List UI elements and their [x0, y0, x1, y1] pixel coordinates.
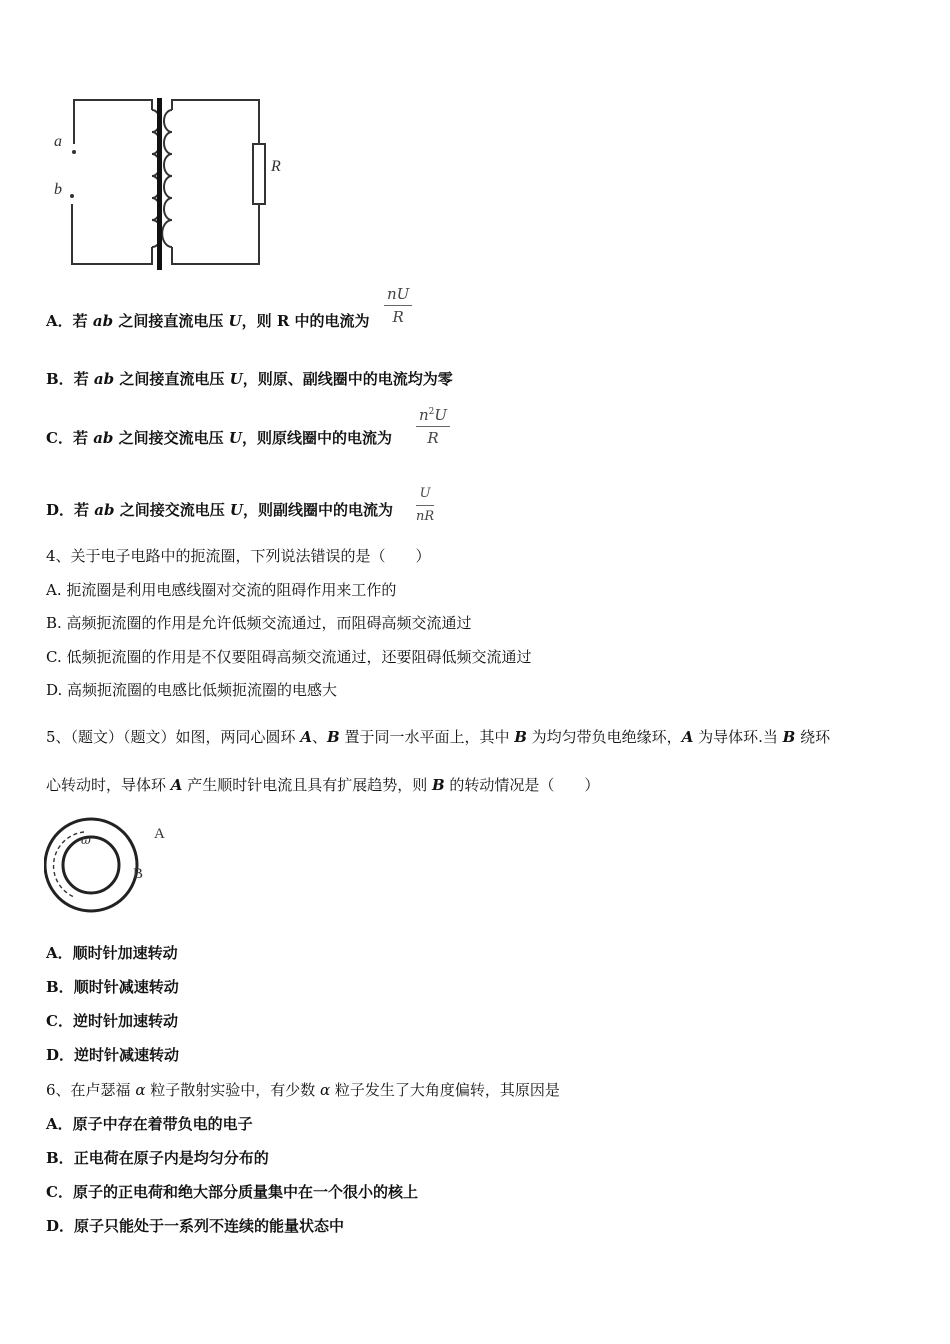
ring-A	[45, 819, 137, 911]
iron-core	[157, 98, 162, 270]
q3-option-a: A．若 ab 之间接直流电压 U，则 R 中的电流为	[46, 312, 370, 330]
q6-option-c: C．原子的正电荷和绝大部分质量集中在一个很小的核上	[46, 1183, 418, 1201]
q3-option-a-fraction: $\frac{nU}{R}$	[384, 285, 412, 326]
resistor	[253, 144, 265, 204]
q4-option-c: C. 低频扼流圈的作用是不仅要阻碍高频交流通过，还要阻碍低频交流通过	[46, 648, 532, 666]
q3-option-d-fraction: $\frac{U}{nR}$	[416, 486, 435, 524]
q4-option-a: A. 扼流圈是利用电感线圈对交流的阻碍作用来工作的	[46, 581, 397, 599]
rotation-arrow	[54, 832, 84, 897]
q4-option-b: B. 高频扼流圈的作用是允许低频交流通过，而阻碍高频交流通过	[46, 614, 472, 632]
ring-A-label: A	[154, 826, 165, 842]
label-b: b	[54, 181, 62, 198]
ring-B-label: B	[133, 866, 144, 882]
label-R: R	[271, 158, 281, 175]
q6-option-b: B．正电荷在原子内是均匀分布的	[46, 1149, 269, 1167]
transformer-circuit-figure	[44, 92, 294, 277]
q6-stem: 6、在卢瑟福 α 粒子散射实验中，有少数 α 粒子发生了大角度偏转，其原因是	[46, 1081, 560, 1099]
q3-option-c: C．若 ab 之间接交流电压 U，则原线圈中的电流为	[46, 429, 392, 447]
secondary-bottom-wire	[172, 204, 259, 264]
q5-stem-line-1: 5、（题文）（题文）如图，两同心圆环 A、B 置于同一水平面上，其中 B 为均匀带负电绝缘环，A 为导体环.当 B 绕环	[46, 728, 831, 746]
q5-option-b: B．顺时针减速转动	[46, 978, 179, 996]
q3-option-d: D．若 ab 之间接交流电压 U，则副线圈中的电流为	[46, 501, 394, 519]
terminal-b	[70, 194, 74, 198]
primary-bottom-wire	[72, 204, 152, 264]
q5-option-c: C．逆时针加速转动	[46, 1012, 178, 1030]
q6-option-d: D．原子只能处于一系列不连续的能量状态中	[46, 1217, 345, 1235]
q3-option-b: B．若 ab 之间接直流电压 U，则原、副线圈中的电流均为零	[46, 370, 453, 388]
omega-label: ω	[81, 833, 91, 847]
q4-stem: 4、关于电子电路中的扼流圈，下列说法错误的是（ ）	[46, 547, 431, 565]
secondary-top-wire	[172, 100, 259, 144]
q3-option-c-fraction: $\frac{n^2U}{R}$	[416, 403, 450, 447]
q5-stem-line-2: 心转动时，导体环 A 产生顺时针电流且具有扩展趋势，则 B 的转动情况是（ ）	[46, 776, 600, 794]
label-a: a	[54, 133, 62, 150]
terminal-a	[72, 150, 76, 154]
secondary-coil	[162, 110, 172, 247]
q6-option-a: A．原子中存在着带负电的电子	[46, 1115, 253, 1133]
q5-option-d: D．逆时针减速转动	[46, 1046, 180, 1064]
q5-option-a: A．顺时针加速转动	[46, 944, 178, 962]
concentric-rings-figure	[44, 812, 184, 924]
q4-option-d: D. 高频扼流圈的电感比低频扼流圈的电感大	[46, 681, 338, 699]
primary-top-wire	[74, 100, 152, 144]
ring-B	[63, 837, 119, 893]
